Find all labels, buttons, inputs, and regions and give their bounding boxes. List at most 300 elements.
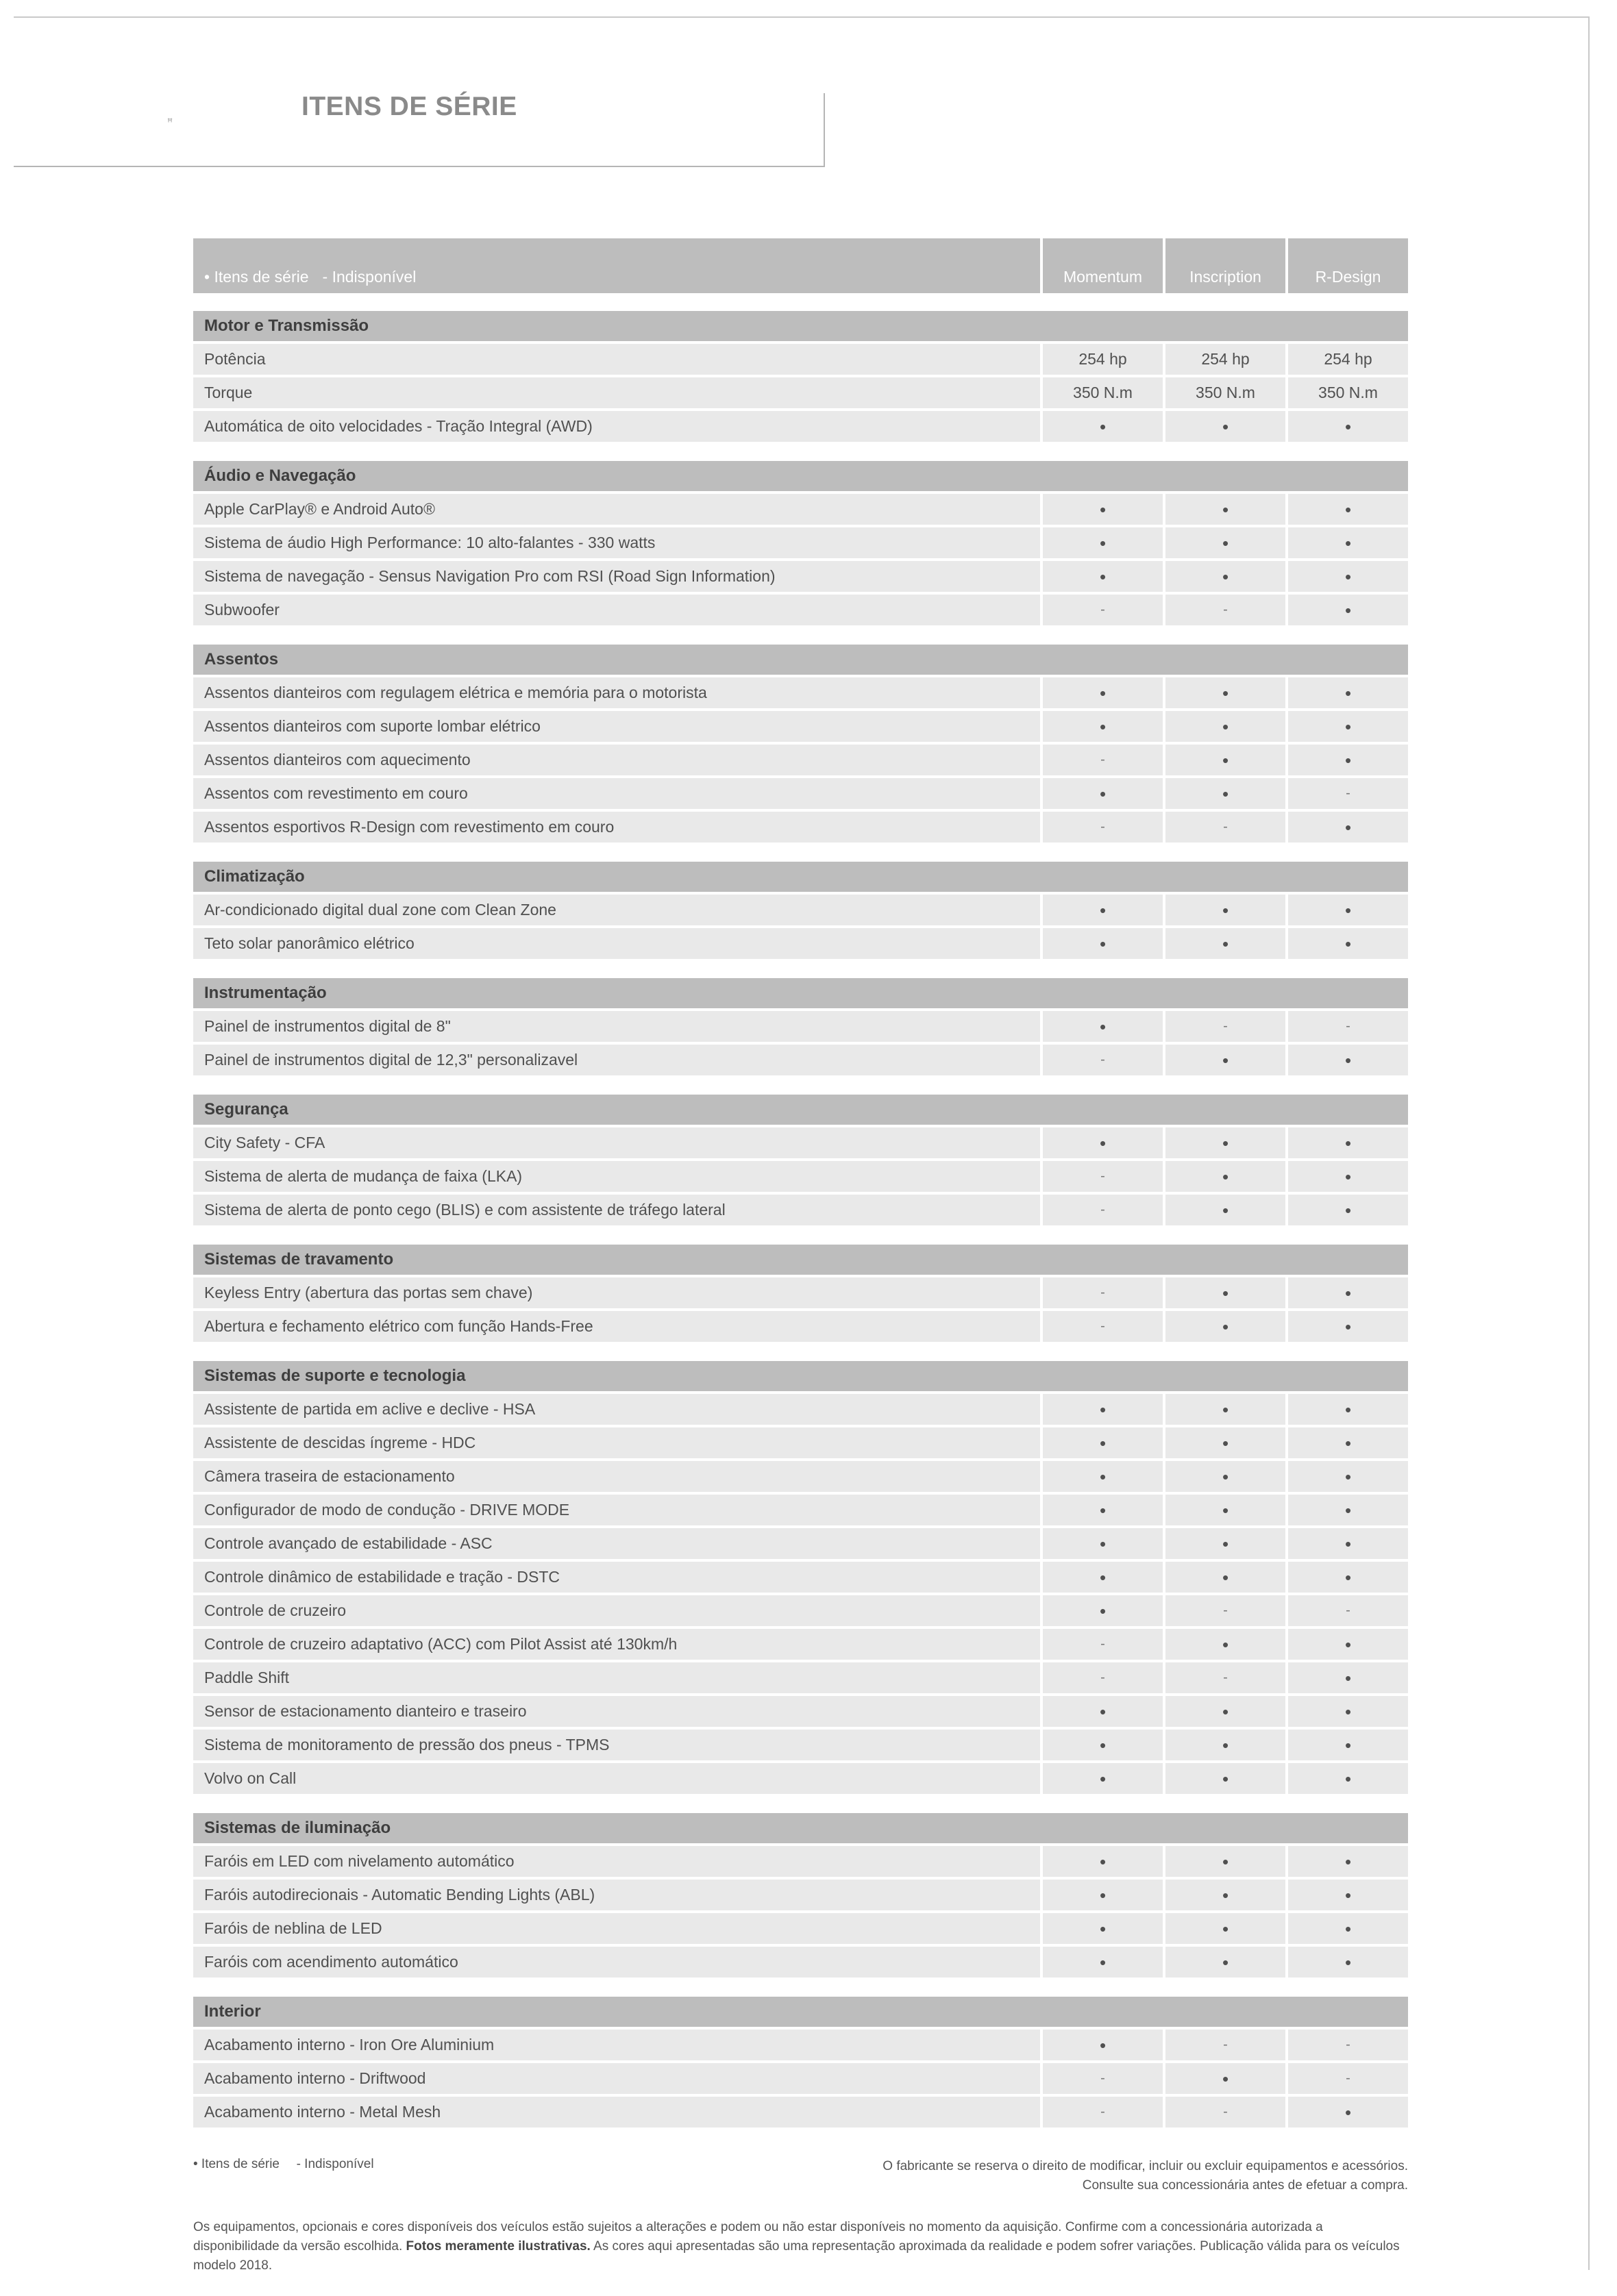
standard-marker: • <box>1344 599 1352 621</box>
row-label: Paddle Shift <box>193 1662 1040 1693</box>
section-header-sistemas-de-suporte-e-tecnologia: Sistemas de suporte e tecnologia <box>193 1361 1408 1391</box>
row-label: Teto solar panorâmico elétrico <box>193 928 1040 959</box>
standard-marker: • <box>1344 682 1352 703</box>
row-label: Faróis de neblina de LED <box>193 1913 1040 1944</box>
value-r-design <box>1288 595 1408 625</box>
table-row <box>193 1311 1408 1342</box>
standard-marker: • <box>1222 1499 1229 1521</box>
table-row <box>193 1947 1408 1977</box>
table-row <box>193 1629 1408 1660</box>
value-inscription <box>1165 2097 1285 2127</box>
table-row <box>193 677 1408 708</box>
unavailable-marker: - <box>1100 1319 1105 1334</box>
row-label: Abertura e fechamento elétrico com função Hands-Free <box>193 1311 1040 1342</box>
standard-marker: • <box>1344 1667 1352 1688</box>
section-header-motor-e-transmissao: Motor e Transmissão <box>193 311 1408 341</box>
table-row <box>193 1528 1408 1559</box>
value-momentum <box>1043 1562 1163 1593</box>
unavailable-marker: - <box>1100 819 1105 834</box>
value-inscription <box>1165 377 1285 408</box>
standard-marker: • <box>1344 1399 1352 1420</box>
column-header-momentum: Momentum <box>1043 238 1163 293</box>
table-row <box>193 344 1408 375</box>
value-momentum <box>1043 2063 1163 2094</box>
standard-marker: • <box>1099 1951 1107 1973</box>
table-row <box>193 377 1408 408</box>
standard-marker: • <box>1222 532 1229 553</box>
row-label: Potência <box>193 344 1040 375</box>
value-inscription <box>1165 1662 1285 1693</box>
value-inscription <box>1165 812 1285 843</box>
standard-marker: • <box>1222 1199 1229 1221</box>
value-r-design <box>1288 1045 1408 1075</box>
table-row <box>193 711 1408 742</box>
value-r-design <box>1288 1730 1408 1760</box>
standard-marker: • <box>1344 1199 1352 1221</box>
standard-marker: • <box>1099 1499 1107 1521</box>
row-label: Assentos com revestimento em couro <box>193 778 1040 809</box>
standard-marker: • <box>1222 1399 1229 1420</box>
value-r-design <box>1288 411 1408 442</box>
value-inscription <box>1165 1127 1285 1158</box>
standard-marker: • <box>1099 416 1107 437</box>
standard-marker: • <box>1344 1734 1352 1756</box>
value-r-design <box>1288 1629 1408 1660</box>
value-r-design <box>1288 1394 1408 1425</box>
section-header-assentos: Assentos <box>193 645 1408 675</box>
table-row <box>193 1696 1408 1727</box>
standard-marker: • <box>1099 933 1107 954</box>
standard-marker: • <box>1344 532 1352 553</box>
unavailable-marker: - <box>1100 1670 1105 1685</box>
row-label: Volvo on Call <box>193 1763 1040 1794</box>
value-inscription <box>1165 1880 1285 1910</box>
row-label: Controle de cruzeiro <box>193 1595 1040 1626</box>
value-momentum <box>1043 344 1163 375</box>
value-r-design <box>1288 895 1408 925</box>
value-r-design <box>1288 1913 1408 1944</box>
value-inscription <box>1165 561 1285 592</box>
value-momentum <box>1043 411 1163 442</box>
value-momentum <box>1043 561 1163 592</box>
footer-legend <box>193 2157 374 2172</box>
table-row <box>193 1913 1408 1944</box>
value-r-design <box>1288 527 1408 558</box>
value-momentum <box>1043 377 1163 408</box>
standard-marker: • <box>1344 416 1352 437</box>
standard-marker: • <box>1099 1734 1107 1756</box>
page-title: ITENS DE SÉRIE <box>301 92 517 121</box>
standard-marker: • <box>1344 1282 1352 1303</box>
standard-marker: • <box>1344 1918 1352 1939</box>
unavailable-marker: - <box>1100 2071 1105 2086</box>
standard-marker: • <box>1099 566 1107 587</box>
value-momentum <box>1043 595 1163 625</box>
table-row <box>193 2097 1408 2127</box>
value-momentum <box>1043 928 1163 959</box>
standard-marker: • <box>1344 816 1352 838</box>
standard-marker: • <box>1344 1432 1352 1453</box>
legend-cell <box>193 238 1040 293</box>
value-momentum <box>1043 745 1163 775</box>
unavailable-marker: - <box>1223 1603 1228 1618</box>
unavailable-marker: - <box>1223 1670 1228 1685</box>
value-r-design <box>1288 1161 1408 1192</box>
value-r-design <box>1288 1195 1408 1225</box>
legend-standard: • Itens de série <box>204 268 309 286</box>
value-r-design <box>1288 1846 1408 1877</box>
table-header-row <box>193 238 1408 293</box>
table-row <box>193 1011 1408 1042</box>
row-label: Sistema de navegação - Sensus Navigation Pro com RSI (Road Sign Information) <box>193 561 1040 592</box>
standard-marker: • <box>1222 1282 1229 1303</box>
standard-marker: • <box>1099 532 1107 553</box>
standard-marker: • <box>1344 1768 1352 1789</box>
standard-marker: • <box>1099 499 1107 520</box>
value-momentum <box>1043 1311 1163 1342</box>
table-row <box>193 2063 1408 2094</box>
row-label: Acabamento interno - Iron Ore Aluminium <box>193 2030 1040 2060</box>
value-momentum <box>1043 1277 1163 1308</box>
table-row <box>193 1127 1408 1158</box>
standard-marker: • <box>1099 716 1107 737</box>
row-label: Sistema de monitoramento de pressão dos pneus - TPMS <box>193 1730 1040 1760</box>
standard-marker: • <box>1222 566 1229 587</box>
table-row <box>193 1195 1408 1225</box>
row-label: Controle avançado de estabilidade - ASC <box>193 1528 1040 1559</box>
value-inscription <box>1165 677 1285 708</box>
standard-marker: • <box>1344 1851 1352 1872</box>
section-header-instrumentacao: Instrumentação <box>193 978 1408 1008</box>
standard-marker: • <box>1099 1884 1107 1906</box>
spec-value: 350 N.m <box>1196 384 1255 401</box>
standard-marker: • <box>1099 1466 1107 1487</box>
value-inscription <box>1165 1595 1285 1626</box>
row-label: Configurador de modo de condução - DRIVE MODE <box>193 1495 1040 1525</box>
section-header-sistemas-de-iluminacao: Sistemas de iluminação <box>193 1813 1408 1843</box>
sections-container <box>193 311 1408 2127</box>
standard-marker: • <box>1344 1316 1352 1337</box>
standard-marker: • <box>1222 416 1229 437</box>
standard-marker: • <box>1344 933 1352 954</box>
standard-marker: • <box>1099 682 1107 703</box>
value-inscription <box>1165 344 1285 375</box>
value-momentum <box>1043 1528 1163 1559</box>
value-momentum <box>1043 2097 1163 2127</box>
standard-marker: • <box>1344 1166 1352 1187</box>
unavailable-marker: - <box>1346 1019 1350 1034</box>
value-r-design <box>1288 1763 1408 1794</box>
standard-marker: • <box>1099 1567 1107 1588</box>
footer-note-bold: Fotos meramente ilustrativas. <box>406 2239 591 2254</box>
standard-marker: • <box>1344 1884 1352 1906</box>
value-r-design <box>1288 928 1408 959</box>
value-r-design <box>1288 1495 1408 1525</box>
value-inscription <box>1165 711 1285 742</box>
row-label: Faróis com acendimento automático <box>193 1947 1040 1977</box>
row-label: Torque <box>193 377 1040 408</box>
table-row <box>193 527 1408 558</box>
value-r-design <box>1288 494 1408 525</box>
table-row <box>193 1277 1408 1308</box>
table-row <box>193 2030 1408 2060</box>
value-inscription <box>1165 895 1285 925</box>
value-momentum <box>1043 1495 1163 1525</box>
section-header-interior: Interior <box>193 1997 1408 2027</box>
value-momentum <box>1043 1045 1163 1075</box>
spec-value: 350 N.m <box>1318 384 1378 401</box>
row-label: Faróis em LED com nivelamento automático <box>193 1846 1040 1877</box>
value-r-design <box>1288 812 1408 843</box>
legend-unavailable: - Indisponível <box>322 268 417 286</box>
value-inscription <box>1165 1011 1285 1042</box>
row-label: Controle de cruzeiro adaptativo (ACC) com Pilot Assist até 130km/h <box>193 1629 1040 1660</box>
value-r-design <box>1288 1947 1408 1977</box>
table-row <box>193 1495 1408 1525</box>
standard-marker: • <box>1222 1884 1229 1906</box>
footer-note-text-2: As cores aqui apresentadas são uma representação aproximada da realidade e podem sofrer variações. Publicação válida para os veículos modelo 2018. <box>193 2239 1400 2273</box>
disclaimer-line-2: Consulte sua concessionária antes de efetuar a compra. <box>1082 2178 1408 2193</box>
section-header-seguranca: Segurança <box>193 1095 1408 1125</box>
row-label: Faróis autodirecionais - Automatic Bending Lights (ABL) <box>193 1880 1040 1910</box>
standard-marker: • <box>1099 1016 1107 1037</box>
value-r-design <box>1288 1880 1408 1910</box>
value-momentum <box>1043 1947 1163 1977</box>
standard-marker: • <box>1099 1918 1107 1939</box>
value-momentum <box>1043 1011 1163 1042</box>
value-r-design <box>1288 1127 1408 1158</box>
standard-marker: • <box>1099 1132 1107 1153</box>
row-label: Automática de oito velocidades - Tração Integral (AWD) <box>193 411 1040 442</box>
footer-note-text-1: Os equipamentos, opcionais e cores disponíveis dos veículos estão sujeitos a alterações e podem ou não estar disponíveis no momento da aquisição. Confirme com a concessionária autorizada a disponibilidade da versão escolhida. <box>193 2220 1323 2254</box>
value-momentum <box>1043 1195 1163 1225</box>
standard-marker: • <box>1099 1768 1107 1789</box>
row-label: Sistema de alerta de mudança de faixa (LKA) <box>193 1161 1040 1192</box>
value-momentum <box>1043 1161 1163 1192</box>
standard-marker: • <box>1222 1768 1229 1789</box>
row-label: Assistente de partida em aclive e declive - HSA <box>193 1394 1040 1425</box>
value-momentum <box>1043 1394 1163 1425</box>
table-row <box>193 812 1408 843</box>
value-r-design <box>1288 1011 1408 1042</box>
value-inscription <box>1165 527 1285 558</box>
value-inscription <box>1165 1562 1285 1593</box>
standard-marker: • <box>1344 2101 1352 2123</box>
value-r-design <box>1288 1696 1408 1727</box>
value-momentum <box>1043 494 1163 525</box>
value-r-design <box>1288 561 1408 592</box>
value-r-design <box>1288 711 1408 742</box>
row-label: Assentos dianteiros com regulagem elétrica e memória para o motorista <box>193 677 1040 708</box>
row-label: Câmera traseira de estacionamento <box>193 1461 1040 1492</box>
standard-marker: • <box>1344 499 1352 520</box>
table-row <box>193 1846 1408 1877</box>
row-label: Apple CarPlay® e Android Auto® <box>193 494 1040 525</box>
value-r-design <box>1288 2097 1408 2127</box>
standard-marker: • <box>1344 1132 1352 1153</box>
value-inscription <box>1165 1947 1285 1977</box>
standard-marker: • <box>1344 899 1352 921</box>
value-inscription <box>1165 1161 1285 1192</box>
table-row <box>193 411 1408 442</box>
unavailable-marker: - <box>1223 2104 1228 2119</box>
standard-marker: • <box>1222 1567 1229 1588</box>
value-inscription <box>1165 1277 1285 1308</box>
row-label: Assentos esportivos R-Design com revestimento em couro <box>193 812 1040 843</box>
section-header-sistemas-de-travamento: Sistemas de travamento <box>193 1245 1408 1275</box>
value-r-design <box>1288 344 1408 375</box>
value-inscription <box>1165 1394 1285 1425</box>
value-r-design <box>1288 745 1408 775</box>
standard-marker: • <box>1099 1432 1107 1453</box>
standard-marker: • <box>1222 499 1229 520</box>
standard-marker: • <box>1099 783 1107 804</box>
value-momentum <box>1043 778 1163 809</box>
table-row <box>193 561 1408 592</box>
standard-marker: • <box>1344 566 1352 587</box>
value-momentum <box>1043 2030 1163 2060</box>
value-momentum <box>1043 1595 1163 1626</box>
value-r-design <box>1288 1662 1408 1693</box>
standard-marker: • <box>1222 1951 1229 1973</box>
standard-marker: • <box>1222 933 1229 954</box>
value-r-design <box>1288 1528 1408 1559</box>
table-row <box>193 1730 1408 1760</box>
standard-marker: • <box>1344 1466 1352 1487</box>
unavailable-marker: - <box>1223 819 1228 834</box>
row-label: City Safety - CFA <box>193 1127 1040 1158</box>
standard-marker: • <box>1344 1533 1352 1554</box>
standard-marker: • <box>1222 1166 1229 1187</box>
spec-value: 254 hp <box>1201 350 1250 368</box>
table-row <box>193 778 1408 809</box>
standard-marker: • <box>1344 1049 1352 1071</box>
value-inscription <box>1165 1195 1285 1225</box>
unavailable-marker: - <box>1100 2104 1105 2119</box>
value-momentum <box>1043 895 1163 925</box>
value-inscription <box>1165 1913 1285 1944</box>
value-inscription <box>1165 1427 1285 1458</box>
value-momentum <box>1043 1427 1163 1458</box>
value-inscription <box>1165 1846 1285 1877</box>
value-inscription <box>1165 411 1285 442</box>
standard-marker: • <box>1222 1634 1229 1655</box>
unavailable-marker: - <box>1100 1285 1105 1300</box>
value-r-design <box>1288 2063 1408 2094</box>
value-inscription <box>1165 778 1285 809</box>
value-inscription <box>1165 1696 1285 1727</box>
value-momentum <box>1043 812 1163 843</box>
standard-marker: • <box>1344 1634 1352 1655</box>
spec-value: 254 hp <box>1078 350 1127 368</box>
standard-marker: • <box>1099 1533 1107 1554</box>
table-row <box>193 1427 1408 1458</box>
spec-value: 254 hp <box>1324 350 1372 368</box>
value-momentum <box>1043 1696 1163 1727</box>
row-label: Assentos dianteiros com aquecimento <box>193 745 1040 775</box>
table-row <box>193 1662 1408 1693</box>
value-momentum <box>1043 1127 1163 1158</box>
spec-table <box>193 238 1408 2130</box>
table-row <box>193 1763 1408 1794</box>
row-label: Keyless Entry (abertura das portas sem chave) <box>193 1277 1040 1308</box>
disclaimer-line-1: O fabricante se reserva o direito de modificar, incluir ou excluir equipamentos e acessórios. <box>882 2159 1408 2173</box>
table-row <box>193 1880 1408 1910</box>
table-row <box>193 595 1408 625</box>
standard-marker: • <box>1222 1432 1229 1453</box>
standard-marker: • <box>1344 1951 1352 1973</box>
value-momentum <box>1043 1730 1163 1760</box>
standard-marker: • <box>1222 1316 1229 1337</box>
value-r-design <box>1288 1427 1408 1458</box>
value-inscription <box>1165 928 1285 959</box>
value-momentum <box>1043 1662 1163 1693</box>
row-label: Ar-condicionado digital dual zone com Clean Zone <box>193 895 1040 925</box>
standard-marker: • <box>1222 1918 1229 1939</box>
row-label: Assistente de descidas íngreme - HDC <box>193 1427 1040 1458</box>
table-row <box>193 1161 1408 1192</box>
value-inscription <box>1165 1311 1285 1342</box>
value-momentum <box>1043 1763 1163 1794</box>
unavailable-marker: - <box>1223 602 1228 617</box>
value-inscription <box>1165 1629 1285 1660</box>
standard-marker: • <box>1222 1466 1229 1487</box>
standard-marker: • <box>1222 1049 1229 1071</box>
table-row <box>193 1562 1408 1593</box>
standard-marker: • <box>1222 716 1229 737</box>
value-r-design <box>1288 377 1408 408</box>
standard-marker: • <box>1099 1701 1107 1722</box>
standard-marker: • <box>1344 716 1352 737</box>
value-inscription <box>1165 1730 1285 1760</box>
standard-marker: • <box>1222 1132 1229 1153</box>
row-label: Subwoofer <box>193 595 1040 625</box>
value-momentum <box>1043 1913 1163 1944</box>
standard-marker: • <box>1344 749 1352 771</box>
value-r-design <box>1288 1562 1408 1593</box>
table-row <box>193 1394 1408 1425</box>
value-r-design <box>1288 1461 1408 1492</box>
standard-marker: • <box>1099 1399 1107 1420</box>
value-inscription <box>1165 1461 1285 1492</box>
standard-marker: • <box>1222 1734 1229 1756</box>
scan-speck: ꟸ <box>167 116 173 127</box>
row-label: Painel de instrumentos digital de 12,3" personalizavel <box>193 1045 1040 1075</box>
unavailable-marker: - <box>1100 1169 1105 1184</box>
value-momentum <box>1043 711 1163 742</box>
unavailable-marker: - <box>1223 1019 1228 1034</box>
value-inscription <box>1165 2063 1285 2094</box>
row-label: Sistema de alerta de ponto cego (BLIS) e com assistente de tráfego lateral <box>193 1195 1040 1225</box>
row-label: Controle dinâmico de estabilidade e tração - DSTC <box>193 1562 1040 1593</box>
unavailable-marker: - <box>1346 1603 1350 1618</box>
section-header-climatizacao: Climatização <box>193 862 1408 892</box>
table-row <box>193 1045 1408 1075</box>
unavailable-marker: - <box>1346 2037 1350 2052</box>
footer-note <box>193 2218 1408 2275</box>
value-inscription <box>1165 745 1285 775</box>
value-inscription <box>1165 1495 1285 1525</box>
footer-legend-unavailable: - Indisponível <box>296 2157 374 2171</box>
standard-marker: • <box>1222 1533 1229 1554</box>
value-inscription <box>1165 595 1285 625</box>
unavailable-marker: - <box>1346 786 1350 801</box>
standard-marker: • <box>1222 749 1229 771</box>
value-r-design <box>1288 2030 1408 2060</box>
value-momentum <box>1043 1880 1163 1910</box>
standard-marker: • <box>1222 783 1229 804</box>
unavailable-marker: - <box>1223 2037 1228 2052</box>
